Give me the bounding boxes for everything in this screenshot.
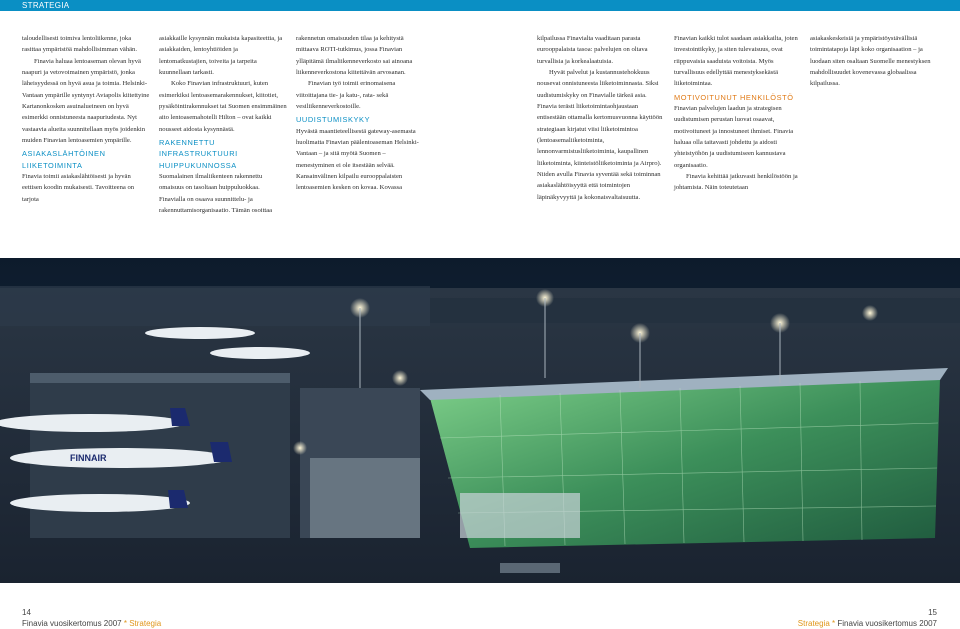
text-column-2	[159, 33, 287, 217]
body-paragraph: Finavian kaikki tulot saadaan asiakkailta, joten investointikyky, ja siten tulevaisuus, ovat riippuvaisia saaduista voitoista. Myös turvallisuus edellyttää menestyksekästä liiketoimintaa.	[674, 35, 798, 88]
column-heading: MOTIVOITUNUT HENKILÖSTÖ	[674, 92, 794, 102]
body-paragraph: rakennetun omaisuuden tilaa ja kehitystä mittaava ROTI-tutkimus, jossa Finavian ylläpitämä ilmaliikenneverkosto sai ainoana liikenneverkostona kiitettävän arvosanan.	[296, 35, 413, 77]
column-heading: UUDISTUMISKYKY	[296, 115, 371, 125]
text-column-5	[674, 33, 802, 194]
ground-vehicles	[500, 563, 560, 573]
body-paragraph: asiakkaille kysynnän mukaista kapasiteettia, ja asiakkaiden, lentoyhtiöiden ja lentomatkustajien, toiveita ja tarpeita kuunnellaan tarkasti.	[159, 35, 283, 77]
airport-illustration	[0, 258, 960, 583]
pier-facade	[310, 458, 420, 538]
body-paragraph: Hyvästä maantieteellisestä gateway-asemasta huolimatta Finavian päälentoaseman Helsinki-Vantaan – ja sitä myötä Suomen – menestyminen ei ole itsestään selvää. Kansainvälinen kilpailu eurooppalaisten lentoasemien kesken on kovaa. Kovassa	[296, 127, 419, 192]
body-paragraph: Finavia haluaa lentoaseman olevan hyvä naapuri ja vetovoimainen ympäristö, jonka läheisyydessä on hyvä asua ja toimia. Helsinki-Vantaan ympärille syntynyt Aviapolis kiitettyine Kartanonkosken asuinalueineen on hyvä esimerkki onnistuneesta naapuriudesta. Nyt vastaavia alueita suunnitellaan myös joidenkin muiden Finavian lentoasemien ympärille.	[22, 57, 150, 145]
publication-title-left: Finavia vuosikertomus 2007	[22, 619, 122, 628]
body-paragraph: Finavia kehittää jatkuvasti henkilöstöön ja johtamista. Näin toteutetaan	[674, 173, 798, 192]
body-paragraph: taloudellisesti toimiva lentoliikenne, joka rasittaa ympäristöä mahdollisimman vähän.	[22, 35, 137, 54]
text-column-1	[22, 33, 150, 205]
footer-section-left: Strategia	[129, 619, 162, 628]
footer-separator-right: *	[832, 619, 836, 628]
footer-left	[22, 607, 161, 629]
section-title: STRATEGIA	[22, 1, 70, 10]
body-paragraph: Suomalainen ilmaliikenteen rakennettu omaisuus on tasoltaan huippuluokkaa. Finavialla on osaava suunnittelu- ja rakennuttamisorganisaatio. Tämän osoittaa	[159, 173, 273, 215]
body-paragraph: kilpailussa Finavialta vaaditaan parasta eurooppalaista tasoa: palvelujen on oltava turvallisia ja korkealaatuisia.	[537, 35, 648, 65]
body-paragraph: Hyvät palvelut ja kustannustehokkuus nousevat onnistuneesta liiketoiminnasta. Siksi uudistumiskyky on Finavialle tärkeä asia. Finavia terästi liiketoimintaohjaustaan entisestään ottamalla kertomusvuonna käyttöön strategiaan kirjatut viisi liiketoimintoa (lentoasemaliiketoiminta, lennonvarmistusliiketoiminta, kaupallinen liiketoiminta, kiinteistöliiketoiminta ja Airpro). Niiden avulla Finavia syventää sekä toiminnan asiakaslähtöisyyttä että toimintojen läpinäkyvyyttä ja kokonaisvaltaisuutta.	[537, 69, 663, 201]
text-column-4	[537, 33, 665, 203]
body-paragraph: asiakaskeskeisiä ja ympäristöystävällisiä toimintatapoja läpi koko organisaation – ja luodaan siten osaltaan Suomelle menestyksen mahdollisuudet kovenevassa globaalissa kilpailussa.	[810, 35, 931, 88]
airport-night-photo	[0, 258, 960, 583]
text-column-3	[296, 33, 424, 194]
column-heading: ASIAKASLÄHTÖINEN LIIKETOIMINTA	[22, 149, 106, 170]
page-number-right: 15	[928, 608, 937, 617]
body-paragraph: Koko Finavian infrastruktuuri, kuten esimerkiksi lentoasemarakennukset, kiitotiet, pysäköintirakennukset tai Suomen ensimmäinen aito lentoasemahotelli Hilton – ovat kaikki nousseet aidosta kysynnästä.	[159, 80, 287, 133]
body-paragraph: Finavia toimii asiakaslähtöisesti ja hyvän eettisen koodin mukaisesti. Tavoitteena on tarjota	[22, 173, 135, 203]
airline-livery: FINNAIR	[70, 453, 107, 463]
column-heading: RAKENNETTU INFRASTRUKTUURI HUIPPUKUNNOSSA	[159, 138, 238, 170]
section-header-bar	[0, 0, 960, 11]
footer-separator-left: *	[123, 619, 127, 628]
footer-right	[790, 607, 937, 629]
runway	[430, 298, 960, 323]
body-paragraph: Finavian työ toimii erinomaisena viitoittajana tie- ja katu-, rata- sekä vesiliikenneverkostoille.	[296, 80, 396, 111]
page-number-left: 14	[22, 608, 31, 617]
publication-title-right: Finavia vuosikertomus 2007	[837, 619, 937, 628]
terminal-left-roof	[30, 373, 290, 383]
footer-section-right: Strategia	[797, 619, 830, 628]
text-column-6	[810, 33, 938, 90]
gate-structure	[460, 493, 580, 538]
body-paragraph: Finavian palvelujen laadun ja strategisen uudistumisen perustan luovat osaavat, motivoituneet ja innostuneet ihmiset. Finavia haluaa olla taitavasti johdettu ja aidosti yhteistyöhön ja uudistumiseen kannustava organisaatio.	[674, 105, 794, 169]
